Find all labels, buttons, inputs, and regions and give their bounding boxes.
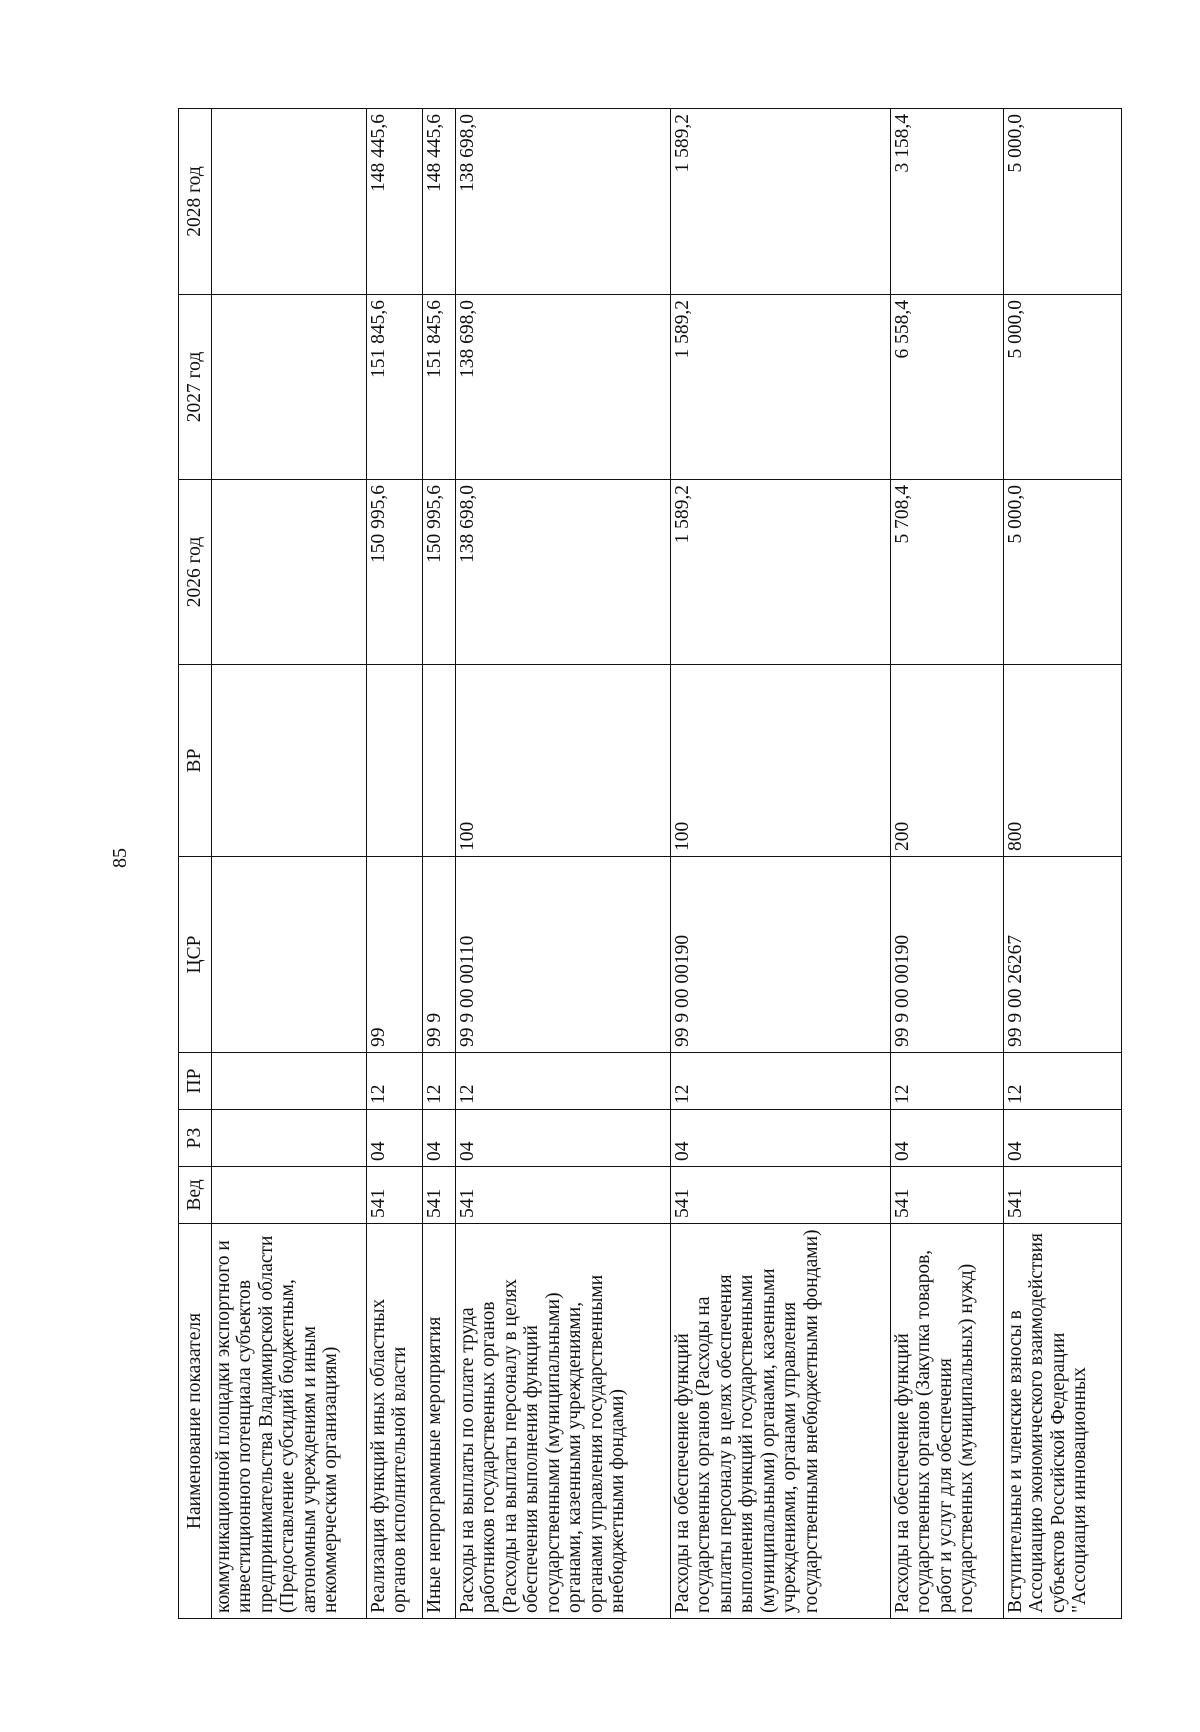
row-pr: 12 [423, 1053, 456, 1110]
table-header-row [179, 109, 212, 1619]
table-row [671, 109, 891, 1619]
row-name: Расходы на выплаты по оплате труда работников государственных органов (Расходы на выплаты персоналу в целях обеспечения выполнения функций государственными (муниципальными) органами, казенными учреждениями, органами управления государственными внебюджетными фондами) [456, 1224, 671, 1619]
header-vr: ВР [179, 665, 212, 857]
row-vr [212, 665, 367, 857]
row-ved: 541 [367, 1167, 423, 1224]
row-rz: 04 [1004, 1110, 1122, 1167]
row-csr: 99 9 [423, 857, 456, 1053]
row-rz: 04 [423, 1110, 456, 1167]
row-2027: 151 845,6 [423, 295, 456, 480]
row-2026: 150 995,6 [367, 480, 423, 665]
row-name: Вступительные и членские взносы в Ассоциацию экономического взаимодействия субъектов Российской Федерации "Ассоциация инновационных [1004, 1224, 1122, 1619]
row-rz: 04 [891, 1110, 1004, 1167]
row-2026: 150 995,6 [423, 480, 456, 665]
row-ved: 541 [423, 1167, 456, 1224]
header-ved: Вед [179, 1167, 212, 1224]
row-rz: 04 [456, 1110, 671, 1167]
table-row [456, 109, 671, 1619]
row-csr: 99 9 00 00110 [456, 857, 671, 1053]
row-2027: 138 698,0 [456, 295, 671, 480]
row-ved: 541 [891, 1167, 1004, 1224]
header-2027: 2027 год [179, 295, 212, 480]
row-rz [212, 1110, 367, 1167]
row-2028 [212, 109, 367, 295]
table-row [891, 109, 1004, 1619]
row-csr: 99 9 00 26267 [1004, 857, 1122, 1053]
row-name: Реализация функций иных областных органов исполнительной власти [367, 1224, 423, 1619]
row-2026: 1 589,2 [671, 480, 891, 665]
row-2027: 5 000,0 [1004, 295, 1122, 480]
row-2028: 148 445,6 [367, 109, 423, 295]
row-2026 [212, 480, 367, 665]
row-vr [423, 665, 456, 857]
row-csr [212, 857, 367, 1053]
row-ved [212, 1167, 367, 1224]
header-pr: ПР [179, 1053, 212, 1110]
row-2026: 5 000,0 [1004, 480, 1122, 665]
row-csr: 99 9 00 00190 [671, 857, 891, 1053]
row-name: коммуникационной площадки экспортного и инвестиционного потенциала субъектов предпринимательства Владимирской области (Предоставление субсидий бюджетным, автономным учреждениям и иным некоммерческим организациям) [212, 1224, 367, 1619]
row-csr: 99 [367, 857, 423, 1053]
row-2028: 5 000,0 [1004, 109, 1122, 295]
table-row [1004, 109, 1122, 1619]
row-2027 [212, 295, 367, 480]
row-2028: 148 445,6 [423, 109, 456, 295]
header-2028: 2028 год [179, 109, 212, 295]
table-row [212, 109, 367, 1619]
row-pr: 12 [671, 1053, 891, 1110]
page-number: 85 [109, 848, 131, 868]
row-pr: 12 [1004, 1053, 1122, 1110]
row-pr [212, 1053, 367, 1110]
row-2028: 138 698,0 [456, 109, 671, 295]
row-name: Расходы на обеспечение функций государственных органов (Расходы на выплаты персоналу в целях обеспечения выполнения функций государственными (муниципальными) органами, казенными учреждениями, органами управления государственными внебюджетными фондами) [671, 1224, 891, 1619]
row-ved: 541 [456, 1167, 671, 1224]
row-vr [367, 665, 423, 857]
header-name: Наименование показателя [179, 1224, 212, 1619]
table-row [367, 109, 423, 1619]
row-vr: 800 [1004, 665, 1122, 857]
row-vr: 100 [456, 665, 671, 857]
row-name: Иные непрограммные мероприятия [423, 1224, 456, 1619]
row-ved: 541 [1004, 1167, 1122, 1224]
row-2026: 5 708,4 [891, 480, 1004, 665]
row-pr: 12 [891, 1053, 1004, 1110]
row-ved: 541 [671, 1167, 891, 1224]
row-2028: 1 589,2 [671, 109, 891, 295]
table-row [423, 109, 456, 1619]
row-2028: 3 158,4 [891, 109, 1004, 295]
header-rz: РЗ [179, 1110, 212, 1167]
row-rz: 04 [367, 1110, 423, 1167]
row-name: Расходы на обеспечение функций государственных органов (Закупка товаров, работ и услуг для обеспечения государственных (муниципальных) нужд) [891, 1224, 1004, 1619]
row-2026: 138 698,0 [456, 480, 671, 665]
header-2026: 2026 год [179, 480, 212, 665]
row-csr: 99 9 00 00190 [891, 857, 1004, 1053]
row-vr: 200 [891, 665, 1004, 857]
row-2027: 1 589,2 [671, 295, 891, 480]
row-2027: 6 558,4 [891, 295, 1004, 480]
row-2027: 151 845,6 [367, 295, 423, 480]
row-pr: 12 [367, 1053, 423, 1110]
budget-table [178, 108, 1122, 1619]
header-csr: ЦСР [179, 857, 212, 1053]
row-vr: 100 [671, 665, 891, 857]
row-rz: 04 [671, 1110, 891, 1167]
row-pr: 12 [456, 1053, 671, 1110]
rotated-table-container [178, 109, 1118, 1619]
